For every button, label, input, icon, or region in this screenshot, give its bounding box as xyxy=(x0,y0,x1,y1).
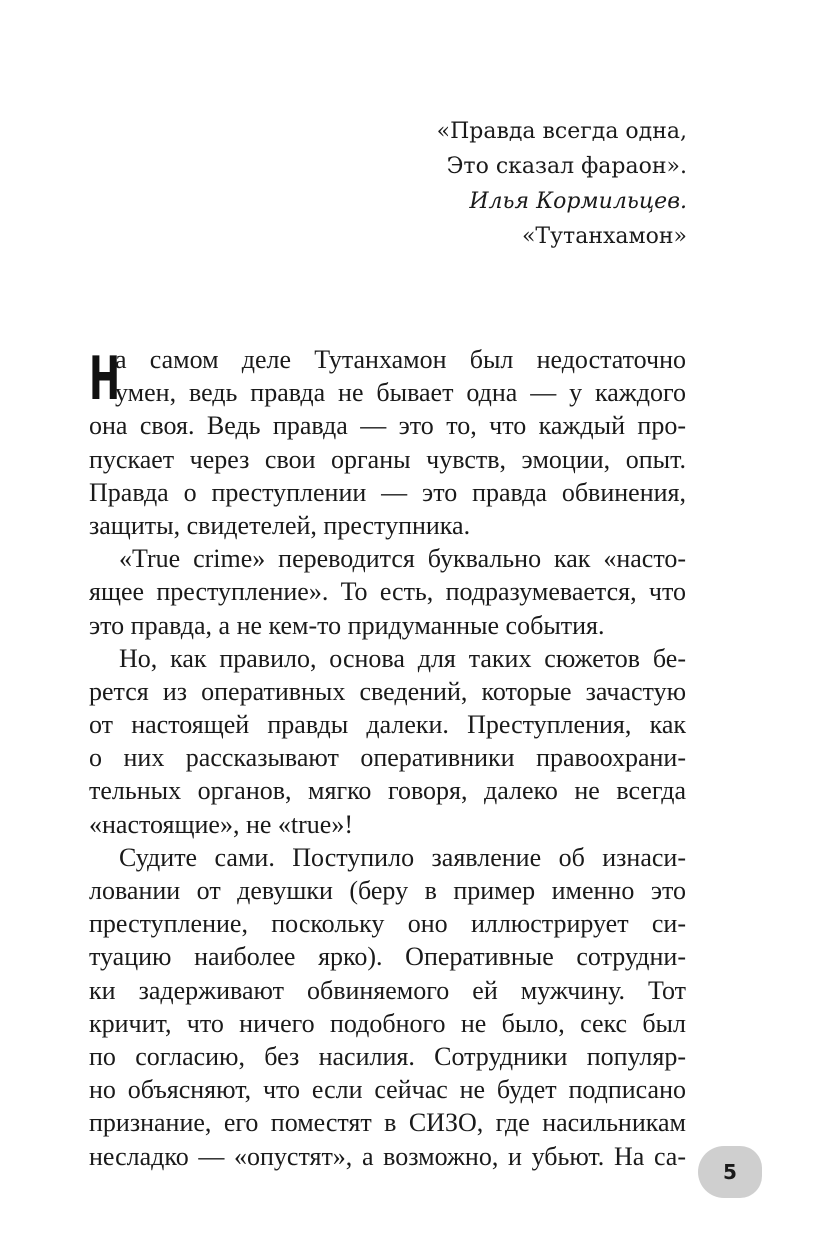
text-line: ловании от девушки (беру в пример именно это xyxy=(89,876,686,905)
text-line: о них рассказывают оперативники правоохрани- xyxy=(89,743,686,773)
text-line: «настоящие», не «true»! xyxy=(89,809,353,839)
epigraph-source: «Тутанхамон» xyxy=(521,224,687,249)
text-line: признание, его поместят в СИЗО, где насильникам xyxy=(89,1108,686,1138)
text-line: Но, как правило, основа для таких сюжетов бе- xyxy=(119,643,686,673)
text-line: ки задерживают обвиняемого ей мужчину. Тот xyxy=(89,975,686,1005)
text-line: защиты, свидетелей, преступника. xyxy=(89,510,471,540)
text-line: «True crime» переводится буквально как «насто- xyxy=(119,544,686,574)
text-line: Судите сами. Поступило заявление об изнаси- xyxy=(119,842,686,872)
text-line: туацию наиболее ярко). Оперативные сотрудни- xyxy=(89,942,686,972)
drop-cap: Н xyxy=(89,344,121,414)
text-line: пускает через свои органы чувств, эмоции, опыт. xyxy=(89,444,686,474)
text-line: а самом деле Тутанхамон был недостаточно xyxy=(115,345,686,374)
text-line: рется из оперативных сведений, которые зачастую xyxy=(89,676,686,706)
epigraph xyxy=(437,114,687,254)
text-line: от настоящей правды далеки. Преступления, как xyxy=(89,710,686,740)
text-line: несладко — «опустят», а возможно, и убьют. На са- xyxy=(89,1141,686,1171)
text-line: умен, ведь правда не бывает одна — у каждого xyxy=(115,378,686,408)
text-line: кричит, что ничего подобного не было, секс был xyxy=(89,1008,686,1038)
page-number-badge xyxy=(698,1146,762,1198)
epigraph-line-2: Это сказал фараон». xyxy=(446,154,687,179)
page-number: 5 xyxy=(723,1160,737,1184)
text-line: но объясняют, что если сейчас не будет подписано xyxy=(89,1075,686,1105)
text-line: Правда о преступлении — это правда обвинения, xyxy=(89,477,686,507)
text-line: ящее преступление». То есть, подразумевается, что xyxy=(89,577,686,607)
text-line: тельных органов, мягко говоря, далеко не всегда xyxy=(89,776,686,806)
text-line: это правда, а не кем-то придуманные события. xyxy=(89,610,605,640)
body-text xyxy=(89,343,686,1173)
text-line: преступление, поскольку оно иллюстрирует си- xyxy=(89,909,686,939)
text-line: по согласию, без насилия. Сотрудники популяр- xyxy=(89,1041,686,1071)
epigraph-line-1: «Правда всегда одна, xyxy=(436,119,687,144)
text-line: она своя. Ведь правда — это то, что каждый про- xyxy=(89,411,686,441)
epigraph-author: Илья Кормильцев. xyxy=(469,189,687,214)
